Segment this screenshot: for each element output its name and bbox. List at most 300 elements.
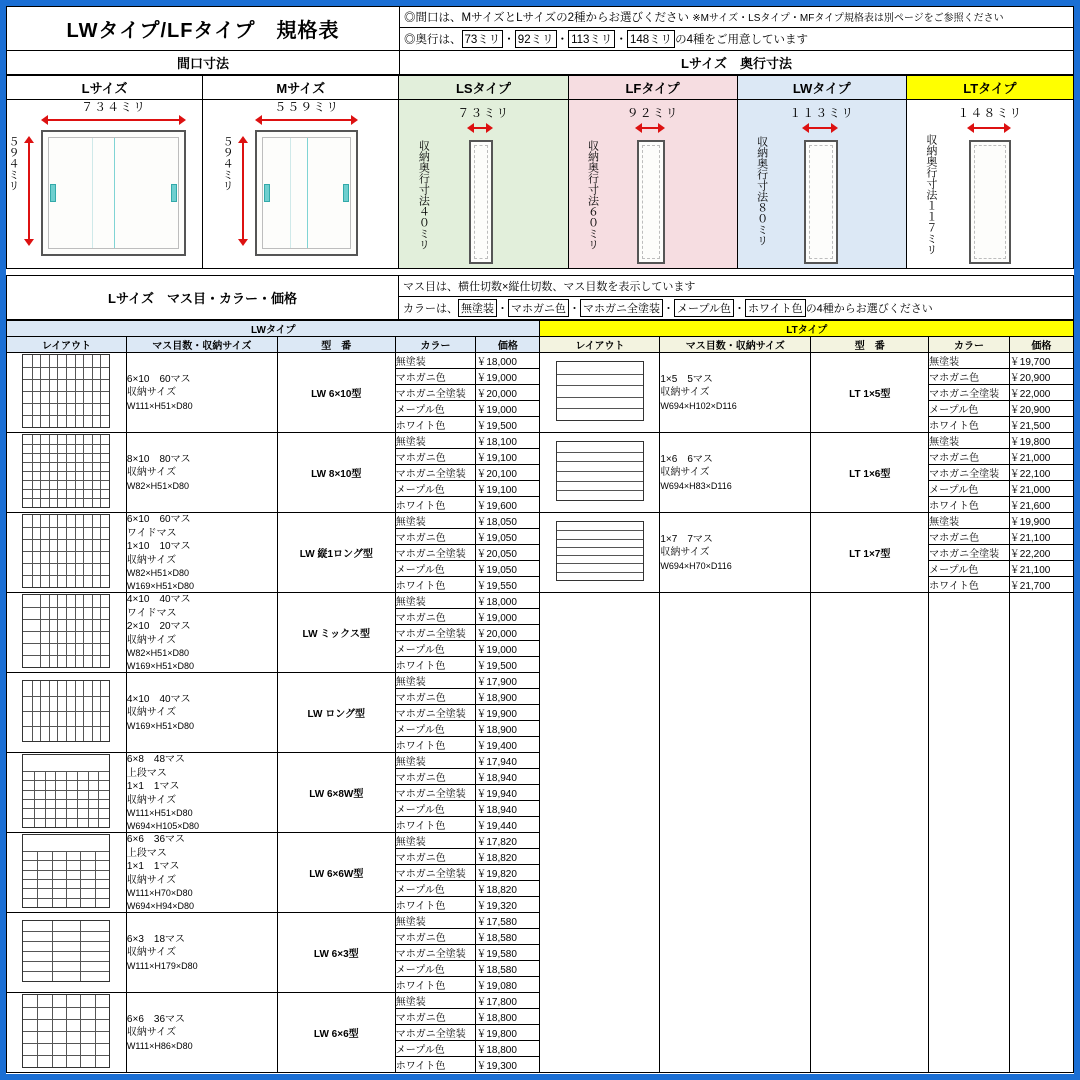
- cell-price: ￥19,000: [476, 369, 540, 385]
- spec-line: 収納サイズ: [126, 947, 177, 959]
- group-header-lw: LWタイプ: [7, 321, 540, 337]
- cell-color: メープル色: [929, 561, 1010, 577]
- cell-model: LT 1×5型: [811, 353, 929, 433]
- cell-color: マホガニ色: [929, 369, 1010, 385]
- cell-price: ￥19,580: [476, 945, 540, 961]
- spec-line: 6×10 60マス: [126, 373, 191, 385]
- cell-spec: [126, 913, 277, 993]
- size-name-l: Lサイズ: [7, 76, 203, 100]
- cell-color: マホガニ色: [929, 449, 1010, 465]
- cell-color: メープル色: [395, 1041, 476, 1057]
- cell-color: メープル色: [395, 641, 476, 657]
- spec-line: W111×H51×D80: [126, 400, 193, 411]
- cell-color: ホワイト色: [395, 897, 476, 913]
- col-cells-lw: マス目数・収納サイズ: [126, 337, 277, 353]
- header-notes: [400, 7, 1074, 51]
- spec-line: 収納サイズ: [126, 467, 177, 479]
- cell-color: マホガニ全塗装: [395, 945, 476, 961]
- cell-color: ホワイト色: [395, 817, 476, 833]
- spec-line: 収納サイズ: [126, 634, 177, 646]
- cell-price: ￥20,900: [1009, 401, 1073, 417]
- layout-thumbnail: [556, 441, 644, 501]
- l-width-arrow: [41, 114, 186, 126]
- spec-line: W111×H179×D80: [126, 960, 198, 971]
- layout-thumbnail: [22, 754, 110, 828]
- l-width-label: ７３４ミリ: [81, 100, 147, 114]
- spec-line: 収納サイズ: [660, 467, 710, 479]
- color-option-0: 無塗装: [458, 299, 497, 317]
- spec-line: 収納サイズ: [660, 547, 710, 559]
- spec-line: W169×H51×D80: [126, 660, 194, 671]
- cell-color: マホガニ全塗装: [395, 705, 476, 721]
- spec-line: 6×6 36マス: [126, 1013, 186, 1025]
- cell-model: LW 6×6型: [277, 993, 395, 1073]
- color-option-3: メープル色: [674, 299, 734, 317]
- group-header-lt: LTタイプ: [540, 321, 1074, 337]
- m-height-label: ５９４ミリ: [221, 136, 234, 191]
- price-table: [6, 320, 1074, 1073]
- lf-depth-arrow: [635, 122, 665, 134]
- cell-color: ホワイト色: [395, 497, 476, 513]
- cell-color: マホガニ色: [929, 529, 1010, 545]
- layout-thumbnail: [22, 434, 110, 508]
- spec-line: W169×H51×D80: [126, 720, 194, 731]
- cell-color: マホガニ色: [395, 849, 476, 865]
- spec-line: 収納サイズ: [126, 1027, 177, 1039]
- cell-color: マホガニ全塗装: [395, 625, 476, 641]
- depth-name-ls: LSタイプ: [399, 76, 568, 100]
- m-width-label: ５５９ミリ: [274, 100, 340, 114]
- lt-inner-label: 収納奥行寸法１１７ミリ: [924, 134, 937, 255]
- spec-line: 1×10 10マス: [126, 541, 191, 553]
- depth-option-92: 92ミリ: [515, 30, 557, 48]
- cell-spec: [126, 993, 277, 1073]
- spec-line: W169×H51×D80: [126, 580, 194, 591]
- lw-depth-label: １１３ミリ: [789, 106, 855, 120]
- cell-price: ￥19,600: [476, 497, 540, 513]
- cell-price: ￥18,000: [476, 593, 540, 609]
- cell-price: ￥19,320: [476, 897, 540, 913]
- cell-price: ￥18,940: [476, 769, 540, 785]
- col-cells-lt: マス目数・収納サイズ: [660, 337, 811, 353]
- spec-line: 収納サイズ: [126, 707, 177, 719]
- cell-spec: [126, 353, 277, 433]
- drawing-l-size: [7, 100, 203, 269]
- lf-side-graphic: [637, 140, 665, 264]
- spec-line: 6×10 60マス: [126, 514, 191, 526]
- maguchi-group: [7, 51, 400, 75]
- cell-layout: [7, 993, 127, 1073]
- cell-price: ￥19,940: [476, 785, 540, 801]
- cell-color: マホガニ全塗装: [929, 545, 1010, 561]
- cell-empty: [811, 593, 929, 1073]
- layout-thumbnail: [22, 514, 110, 588]
- layout-thumbnail: [22, 594, 110, 668]
- cell-price: ￥19,300: [476, 1057, 540, 1073]
- cell-model: LW 8×10型: [277, 433, 395, 513]
- table-row: [7, 433, 1074, 449]
- cell-color: 無塗装: [929, 433, 1010, 449]
- l-cabinet-graphic: [41, 130, 186, 256]
- cell-price: ￥20,000: [476, 625, 540, 641]
- drawing-m-size: [203, 100, 399, 269]
- spec-line: W694×H105×D80: [126, 820, 199, 831]
- spec-line: W694×H70×D116: [660, 560, 732, 571]
- col-price-lw: 価格: [476, 337, 540, 353]
- cell-model: LW 6×8W型: [277, 753, 395, 833]
- cell-color: マホガニ色: [395, 449, 476, 465]
- cell-model: LT 1×7型: [811, 513, 929, 593]
- spec-line: 6×8 48マス: [126, 754, 186, 766]
- cell-color: 無塗装: [929, 353, 1010, 369]
- spec-line: W82×H51×D80: [126, 648, 189, 659]
- spec-line: 6×6 36マス: [126, 834, 186, 846]
- cell-price: ￥19,050: [476, 529, 540, 545]
- cell-price: ￥19,000: [476, 641, 540, 657]
- cell-color: メープル色: [395, 961, 476, 977]
- cell-price: ￥22,000: [1009, 385, 1073, 401]
- cell-model: LW ミックス型: [277, 593, 395, 673]
- cell-empty: [660, 593, 811, 1073]
- cell-color: ホワイト色: [395, 1057, 476, 1073]
- cell-price: ￥17,820: [476, 833, 540, 849]
- spec-line: 収納サイズ: [660, 387, 710, 399]
- cell-price: ￥19,800: [1009, 433, 1073, 449]
- cell-color: 無塗装: [395, 833, 476, 849]
- cell-spec: [126, 833, 277, 913]
- column-header-row: [7, 337, 1074, 353]
- spec-line: 8×10 80マス: [126, 453, 191, 465]
- depth-option-148: 148ミリ: [627, 30, 675, 48]
- cell-color: 無塗装: [395, 993, 476, 1009]
- spec-line: 1×7 7マス: [660, 533, 713, 545]
- cell-price: ￥19,000: [476, 401, 540, 417]
- cell-layout: [7, 513, 127, 593]
- cell-price: ￥18,580: [476, 929, 540, 945]
- cell-color: ホワイト色: [395, 417, 476, 433]
- cell-price: ￥19,000: [476, 609, 540, 625]
- note-1-right: ※Mサイズ・LSタイプ・MFタイプ規格表は別ページをご参照ください: [692, 13, 1004, 24]
- cell-color: マホガニ全塗装: [395, 785, 476, 801]
- cell-color: ホワイト色: [929, 497, 1010, 513]
- layout-thumbnail: [22, 680, 110, 742]
- layout-thumbnail: [22, 834, 110, 908]
- lf-depth-label: ９２ミリ: [626, 106, 679, 120]
- cell-price: ￥18,050: [476, 513, 540, 529]
- cell-price: ￥18,800: [476, 1041, 540, 1057]
- cell-price: ￥21,500: [1009, 417, 1073, 433]
- cell-color: メープル色: [395, 881, 476, 897]
- lt-depth-arrow: [967, 122, 1011, 134]
- spec-line: ワイドマス: [126, 527, 177, 539]
- m-height-arrow: [237, 136, 249, 246]
- cell-color: 無塗装: [395, 913, 476, 929]
- cell-price: ￥17,900: [476, 673, 540, 689]
- note-1-text: ◎間口は、MサイズとLサイズの2種からお選びください: [404, 12, 690, 24]
- cell-model: LW 6×10型: [277, 353, 395, 433]
- cell-spec: [126, 593, 277, 673]
- m-width-arrow: [255, 114, 358, 126]
- cell-price: ￥19,900: [476, 705, 540, 721]
- color-option-1: マホガニ色: [508, 299, 569, 317]
- cell-color: マホガニ全塗装: [395, 865, 476, 881]
- spec-line: 4×10 40マス: [126, 594, 191, 606]
- cell-spec: [126, 433, 277, 513]
- okuyuki-group: [400, 51, 1074, 75]
- ls-depth-label: ７３ミリ: [457, 106, 510, 120]
- cell-price: ￥18,800: [476, 1009, 540, 1025]
- spec-line: W111×H70×D80: [126, 888, 193, 899]
- spec-line: 収納サイズ: [126, 794, 177, 806]
- drawing-lf-depth: [568, 100, 737, 269]
- cell-layout: [540, 433, 660, 513]
- drawing-lt-depth: [906, 100, 1073, 269]
- lt-depth-label: １４８ミリ: [957, 106, 1023, 120]
- cell-color: 無塗装: [395, 513, 476, 529]
- cell-spec: [126, 753, 277, 833]
- cell-color: メープル色: [929, 401, 1010, 417]
- depth-option-113: 113ミリ: [568, 30, 615, 48]
- header-columns: [6, 75, 1074, 269]
- ls-depth-arrow: [467, 122, 493, 134]
- cell-price: ￥19,820: [476, 865, 540, 881]
- spec-line: W82×H51×D80: [126, 568, 189, 579]
- cell-color: マホガニ全塗装: [395, 385, 476, 401]
- cell-model: LW 縦1ロング型: [277, 513, 395, 593]
- spec-line: W111×H51×D80: [126, 808, 193, 819]
- cell-color: マホガニ色: [395, 769, 476, 785]
- cell-price: ￥19,080: [476, 977, 540, 993]
- spec-line: 上段マス: [126, 767, 167, 779]
- cell-layout: [7, 353, 127, 433]
- spec-line: 1×1 1マス: [126, 861, 180, 873]
- cell-color: 無塗装: [929, 513, 1010, 529]
- depth-name-lf: LFタイプ: [568, 76, 737, 100]
- note-line-1: [400, 7, 1073, 27]
- l-height-arrow: [23, 136, 35, 246]
- cell-color: ホワイト色: [395, 737, 476, 753]
- cell-price: ￥19,800: [476, 1025, 540, 1041]
- col-model-lt: 型 番: [811, 337, 929, 353]
- spec-line: ワイドマス: [126, 607, 177, 619]
- spec-line: W694×H102×D116: [660, 400, 737, 411]
- cell-price: ￥19,400: [476, 737, 540, 753]
- cell-price: ￥19,050: [476, 561, 540, 577]
- cell-color: マホガニ色: [395, 1009, 476, 1025]
- cell-price: ￥19,100: [476, 481, 540, 497]
- ls-side-graphic: [469, 140, 493, 264]
- cell-color: マホガニ色: [395, 369, 476, 385]
- cell-color: メープル色: [395, 481, 476, 497]
- drawing-lw-depth: [737, 100, 906, 269]
- cell-layout: [7, 833, 127, 913]
- lf-inner-label: 収納奥行寸法６０ミリ: [586, 140, 599, 250]
- note-2-pre: ◎奥行は、: [404, 34, 462, 46]
- header-table: [6, 6, 1074, 75]
- cell-color: マホガニ色: [395, 929, 476, 945]
- mid-line-2-pre: カラーは、: [403, 303, 458, 315]
- cell-price: ￥18,000: [476, 353, 540, 369]
- table-row: [7, 353, 1074, 369]
- cell-color: ホワイト色: [395, 657, 476, 673]
- spec-line: 1×1 1マス: [126, 781, 180, 793]
- mid-label: Lサイズ マス目・カラー・価格: [7, 276, 399, 320]
- col-layout-lw: レイアウト: [7, 337, 127, 353]
- cell-color: メープル色: [929, 481, 1010, 497]
- drawing-ls-depth: [399, 100, 568, 269]
- cell-model: LT 1×6型: [811, 433, 929, 513]
- cell-empty: [929, 593, 1010, 1073]
- cell-spec: [660, 433, 811, 513]
- cell-price: ￥21,600: [1009, 497, 1073, 513]
- cell-model: LW ロング型: [277, 673, 395, 753]
- col-layout-lt: レイアウト: [540, 337, 660, 353]
- cell-empty: [1009, 593, 1073, 1073]
- cell-price: ￥22,200: [1009, 545, 1073, 561]
- col-price-lt: 価格: [1009, 337, 1073, 353]
- cell-price: ￥18,100: [476, 433, 540, 449]
- cell-price: ￥18,580: [476, 961, 540, 977]
- cell-layout: [7, 593, 127, 673]
- cell-price: ￥20,900: [1009, 369, 1073, 385]
- col-color-lw: カラー: [395, 337, 476, 353]
- size-name-m: Mサイズ: [203, 76, 399, 100]
- spec-line: 2×10 20マス: [126, 621, 191, 633]
- cell-color: 無塗装: [395, 353, 476, 369]
- maguchi-label: 間口寸法: [176, 56, 229, 71]
- cell-color: マホガニ全塗装: [395, 545, 476, 561]
- cell-price: ￥17,580: [476, 913, 540, 929]
- cell-color: マホガニ色: [395, 529, 476, 545]
- spec-line: 1×6 6マス: [660, 453, 713, 465]
- color-option-2: マホガニ全塗装: [580, 299, 663, 317]
- cell-price: ￥20,000: [476, 385, 540, 401]
- cell-model: LW 6×3型: [277, 913, 395, 993]
- cell-price: ￥19,500: [476, 417, 540, 433]
- cell-spec: [126, 513, 277, 593]
- lw-side-graphic: [804, 140, 838, 264]
- col-model-lw: 型 番: [277, 337, 395, 353]
- cell-price: ￥19,100: [476, 449, 540, 465]
- table-row: [7, 513, 1074, 529]
- cell-price: ￥21,100: [1009, 529, 1073, 545]
- cell-price: ￥21,000: [1009, 481, 1073, 497]
- cell-price: ￥20,100: [476, 465, 540, 481]
- spec-line: 6×3 18マス: [126, 933, 186, 945]
- cell-price: ￥17,940: [476, 753, 540, 769]
- spec-line: 収納サイズ: [126, 874, 177, 886]
- cell-layout: [7, 913, 127, 993]
- cell-layout: [7, 673, 127, 753]
- col-color-lt: カラー: [929, 337, 1010, 353]
- okuyuki-label: Lサイズ 奥行寸法: [681, 56, 792, 71]
- title-cell: [7, 7, 400, 51]
- cell-price: ￥18,900: [476, 721, 540, 737]
- cell-price: ￥21,000: [1009, 449, 1073, 465]
- cell-price: ￥19,900: [1009, 513, 1073, 529]
- spec-line: W694×H83×D116: [660, 480, 732, 491]
- cell-color: メープル色: [395, 801, 476, 817]
- spec-line: 4×10 40マス: [126, 693, 191, 705]
- lw-depth-arrow: [802, 122, 838, 134]
- spec-line: W694×H94×D80: [126, 900, 194, 911]
- cell-color: 無塗装: [395, 753, 476, 769]
- cell-model: LW 6×6W型: [277, 833, 395, 913]
- table-row: [7, 593, 1074, 609]
- cell-color: メープル色: [395, 401, 476, 417]
- cell-spec: [660, 353, 811, 433]
- cell-color: 無塗装: [395, 593, 476, 609]
- cell-color: メープル色: [395, 721, 476, 737]
- cell-color: マホガニ全塗装: [929, 385, 1010, 401]
- mid-line-2: カラーは、 無塗装 ・ マホガニ色 ・ マホガニ全塗装 ・ メープル色 ・ ホワイト色 の4種からお選びください: [399, 297, 1074, 320]
- cell-price: ￥19,440: [476, 817, 540, 833]
- depth-option-73: 73ミリ: [462, 30, 504, 48]
- m-cabinet-graphic: [255, 130, 358, 256]
- cell-price: ￥18,820: [476, 849, 540, 865]
- spec-line: 収納サイズ: [126, 387, 177, 399]
- cell-color: ホワイト色: [929, 417, 1010, 433]
- cell-price: ￥17,800: [476, 993, 540, 1009]
- page-title: LWタイプ/LFタイプ 規格表: [66, 20, 340, 42]
- layout-thumbnail: [22, 354, 110, 428]
- cell-price: ￥21,100: [1009, 561, 1073, 577]
- cell-color: ホワイト色: [395, 577, 476, 593]
- note-line-2: ◎奥行は、 73ミリ ・ 92ミリ ・ 113ミリ ・ 148ミリ の4種をご用意しています: [400, 27, 1073, 50]
- lw-inner-label: 収納奥行寸法８０ミリ: [755, 136, 768, 246]
- cell-layout: [540, 353, 660, 433]
- layout-thumbnail: [22, 920, 110, 982]
- spec-line: W111×H86×D80: [126, 1040, 193, 1051]
- layout-thumbnail: [556, 521, 644, 581]
- depth-name-lw: LWタイプ: [737, 76, 906, 100]
- spec-line: 1×5 5マス: [660, 373, 713, 385]
- cell-price: ￥18,820: [476, 881, 540, 897]
- cell-price: ￥19,550: [476, 577, 540, 593]
- spec-line: 収納サイズ: [126, 554, 177, 566]
- depth-name-lt: LTタイプ: [906, 76, 1073, 100]
- spec-line: 上段マス: [126, 847, 167, 859]
- mid-line-1: マス目は、横仕切数×縦仕切数、マス目数を表示しています: [399, 276, 1074, 297]
- cell-color: マホガニ全塗装: [395, 1025, 476, 1041]
- cell-price: ￥19,500: [476, 657, 540, 673]
- mid-line-2-post: の4種からお選びください: [805, 303, 933, 315]
- cell-color: マホガニ全塗装: [395, 465, 476, 481]
- cell-layout: [7, 433, 127, 513]
- l-height-label: ５９４ミリ: [7, 136, 19, 191]
- cell-color: マホガニ色: [395, 689, 476, 705]
- cell-price: ￥18,900: [476, 689, 540, 705]
- cell-color: 無塗装: [395, 433, 476, 449]
- cell-color: マホガニ色: [395, 609, 476, 625]
- note-2-post: の4種をご用意しています: [675, 34, 809, 46]
- cell-color: マホガニ全塗装: [929, 465, 1010, 481]
- ls-inner-label: 収納奥行寸法４０ミリ: [417, 140, 430, 250]
- spec-line: W82×H51×D80: [126, 480, 189, 491]
- cell-price: ￥18,940: [476, 801, 540, 817]
- layout-thumbnail: [556, 361, 644, 421]
- cell-layout: [7, 753, 127, 833]
- color-option-4: ホワイト色: [745, 299, 806, 317]
- cell-color: ホワイト色: [929, 577, 1010, 593]
- cell-price: ￥22,100: [1009, 465, 1073, 481]
- cell-spec: [126, 673, 277, 753]
- spec-sheet-page: [6, 6, 1074, 1074]
- cell-price: ￥20,050: [476, 545, 540, 561]
- cell-price: ￥19,700: [1009, 353, 1073, 369]
- layout-thumbnail: [22, 994, 110, 1068]
- cell-price: ￥21,700: [1009, 577, 1073, 593]
